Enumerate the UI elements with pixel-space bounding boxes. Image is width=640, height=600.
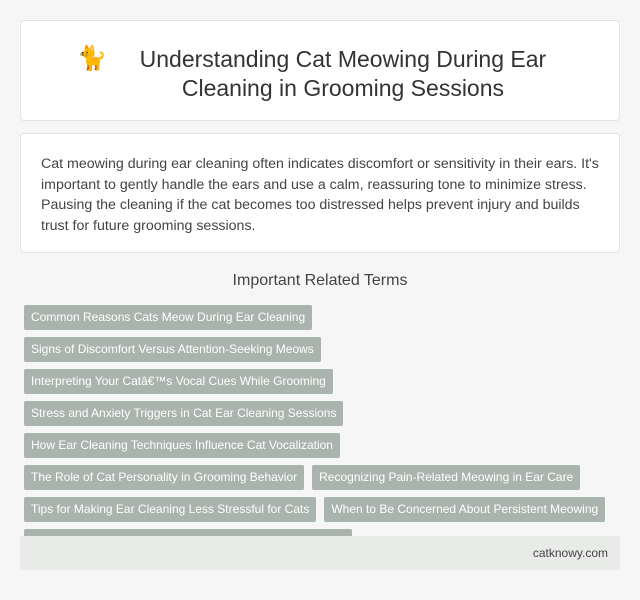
related-term-tag[interactable]: Interpreting Your Catâ€™s Vocal Cues While Grooming [24, 369, 333, 394]
related-term-tag[interactable]: The Role of Cat Personality in Grooming Behavior [24, 465, 304, 490]
related-term-tag[interactable]: Recognizing Pain-Related Meowing in Ear Care [312, 465, 580, 490]
related-term-tag[interactable]: Common Reasons Cats Meow During Ear Cleaning [24, 305, 312, 330]
related-term-tag[interactable]: How Ear Cleaning Techniques Influence Cat Vocalization [24, 433, 340, 458]
related-term-tag[interactable]: Signs of Discomfort Versus Attention-Seeking Meows [24, 337, 321, 362]
page-title: Understanding Cat Meowing During Ear Cleaning in Grooming Sessions [139, 46, 547, 101]
title-card [20, 20, 620, 121]
title-row [21, 21, 619, 103]
related-terms-heading: Important Related Terms [232, 272, 408, 289]
description-card [20, 133, 620, 253]
footer [20, 536, 620, 570]
description-text: Cat meowing during ear cleaning often indicates discomfort or sensitivity in their ears. It's important to gently handle the ears and use a calm, reassuring tone to minimize stress. Pausing the cleaning if the cat becomes too distressed helps prevent injury and builds trust for future grooming sessions. [41, 156, 599, 234]
related-term-tag[interactable]: When to Be Concerned About Persistent Meowing [324, 497, 605, 522]
footer-site-link[interactable]: catknowy.com [532, 546, 608, 560]
related-term-tag[interactable]: Stress and Anxiety Triggers in Cat Ear Cleaning Sessions [24, 401, 343, 426]
related-term-tag[interactable]: Tips for Making Ear Cleaning Less Stressful for Cats [24, 497, 316, 522]
cat-icon: 🐈 [77, 45, 107, 72]
related-terms-list [24, 305, 624, 561]
